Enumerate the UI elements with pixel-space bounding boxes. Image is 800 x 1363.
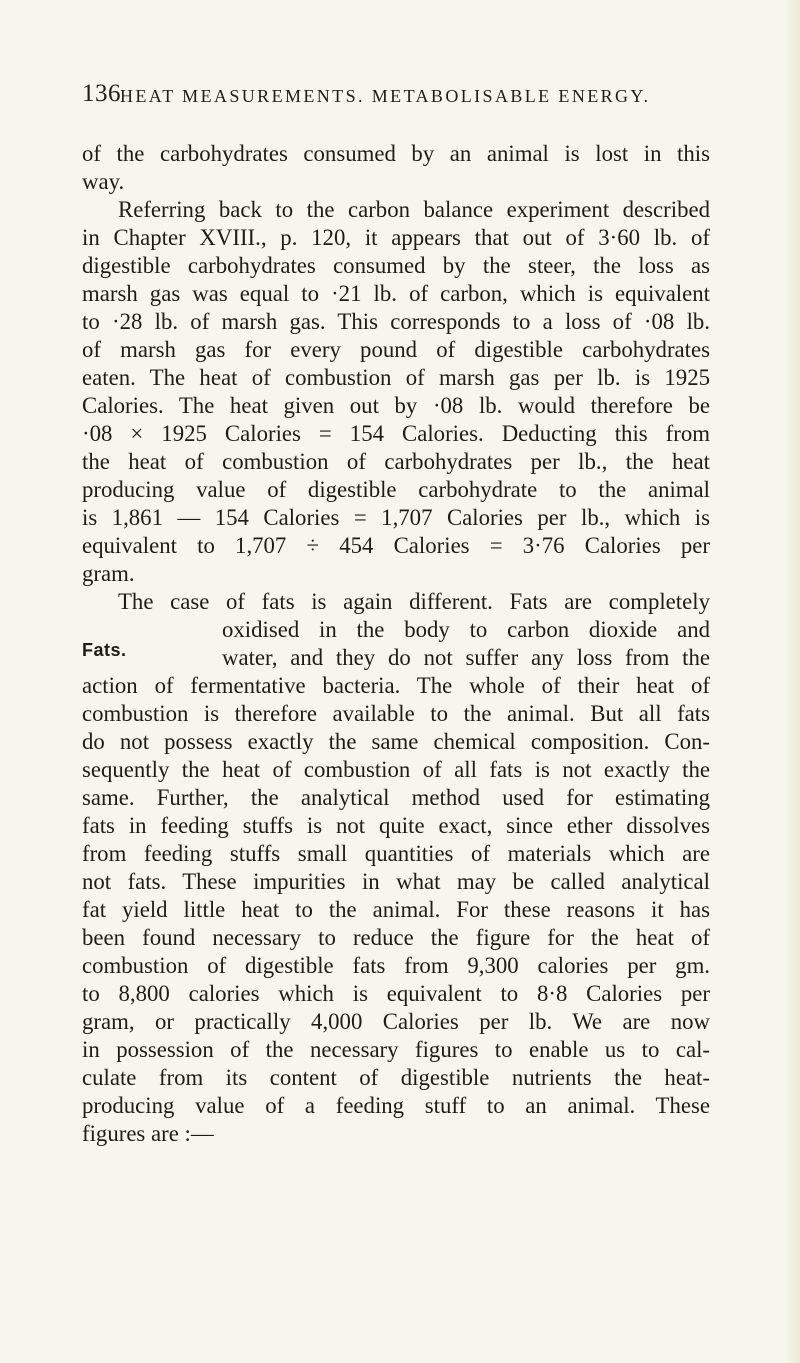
text-line: combustion is therefore available to the animal. But all fats bbox=[82, 701, 710, 726]
side-heading-fats: Fats. bbox=[82, 640, 127, 660]
text-line: to 8,800 calories which is equivalent to 8·8 Calories per bbox=[82, 981, 710, 1006]
text-line: eaten. The heat of combustion of marsh gas per lb. is 1925 bbox=[82, 365, 710, 390]
text-line: gram, or practically 4,000 Calories per lb. We are now bbox=[82, 1009, 710, 1034]
text-line: the heat of combustion of carbohydrates per lb., the heat bbox=[82, 449, 710, 474]
text-line: to ·28 lb. of marsh gas. This corresponds to a loss of ·08 lb. bbox=[82, 309, 710, 334]
text-line: culate from its content of digestible nutrients the heat- bbox=[82, 1065, 710, 1090]
text-line: gram. bbox=[82, 561, 135, 586]
text-line: fat yield little heat to the animal. For these reasons it has bbox=[82, 897, 710, 922]
text-line: from feeding stuffs small quantities of materials which are bbox=[82, 841, 710, 866]
text-line: of marsh gas for every pound of digestible carbohydrates bbox=[82, 337, 710, 362]
text-line: same. Further, the analytical method used for estimating bbox=[82, 785, 710, 810]
text-line: not fats. These impurities in what may be called analytical bbox=[82, 869, 710, 894]
running-head: HEAT MEASUREMENTS. METABOLISABLE ENERGY. bbox=[120, 86, 651, 106]
text-line: marsh gas was equal to ·21 lb. of carbon, which is equivalent bbox=[82, 281, 710, 306]
text-line: producing value of a feeding stuff to an animal. These bbox=[82, 1093, 710, 1118]
text-line: Referring back to the carbon balance experiment described bbox=[118, 197, 710, 222]
text-line: fats in feeding stuffs is not quite exact, since ether dissolves bbox=[82, 813, 710, 838]
text-line: in Chapter XVIII., p. 120, it appears that out of 3·60 lb. of bbox=[82, 225, 710, 250]
text-line: producing value of digestible carbohydrate to the animal bbox=[82, 477, 710, 502]
text-line: sequently the heat of combustion of all fats is not exactly the bbox=[82, 757, 710, 782]
text-line: in possession of the necessary figures to enable us to cal- bbox=[82, 1037, 710, 1062]
text-line: action of fermentative bacteria. The whole of their heat of bbox=[82, 673, 710, 698]
text-line: combustion of digestible fats from 9,300 calories per gm. bbox=[82, 953, 710, 978]
text-line: figures are :— bbox=[82, 1121, 214, 1146]
page-edge bbox=[784, 0, 800, 1363]
text-line: digestible carbohydrates consumed by the steer, the loss as bbox=[82, 253, 710, 278]
text-line: oxidised in the body to carbon dioxide and bbox=[222, 617, 710, 642]
text-line: been found necessary to reduce the figure for the heat of bbox=[82, 925, 710, 950]
text-line: equivalent to 1,707 ÷ 454 Calories = 3·76 Calories per bbox=[82, 533, 710, 558]
text-line: do not possess exactly the same chemical composition. Con- bbox=[82, 729, 710, 754]
text-line: is 1,861 — 154 Calories = 1,707 Calories per lb., which is bbox=[82, 505, 710, 530]
text-line: ·08 × 1925 Calories = 154 Calories. Deducting this from bbox=[82, 421, 710, 446]
page-number: 136 bbox=[82, 80, 121, 107]
page-header bbox=[82, 80, 722, 114]
text-line: Calories. The heat given out by ·08 lb. would therefore be bbox=[82, 393, 710, 418]
text-line: of the carbohydrates consumed by an animal is lost in this bbox=[82, 141, 710, 166]
text-line: The case of fats is again different. Fats are completely bbox=[118, 589, 710, 614]
text-line: way. bbox=[82, 169, 125, 194]
text-line: water, and they do not suffer any loss from the bbox=[222, 645, 710, 670]
